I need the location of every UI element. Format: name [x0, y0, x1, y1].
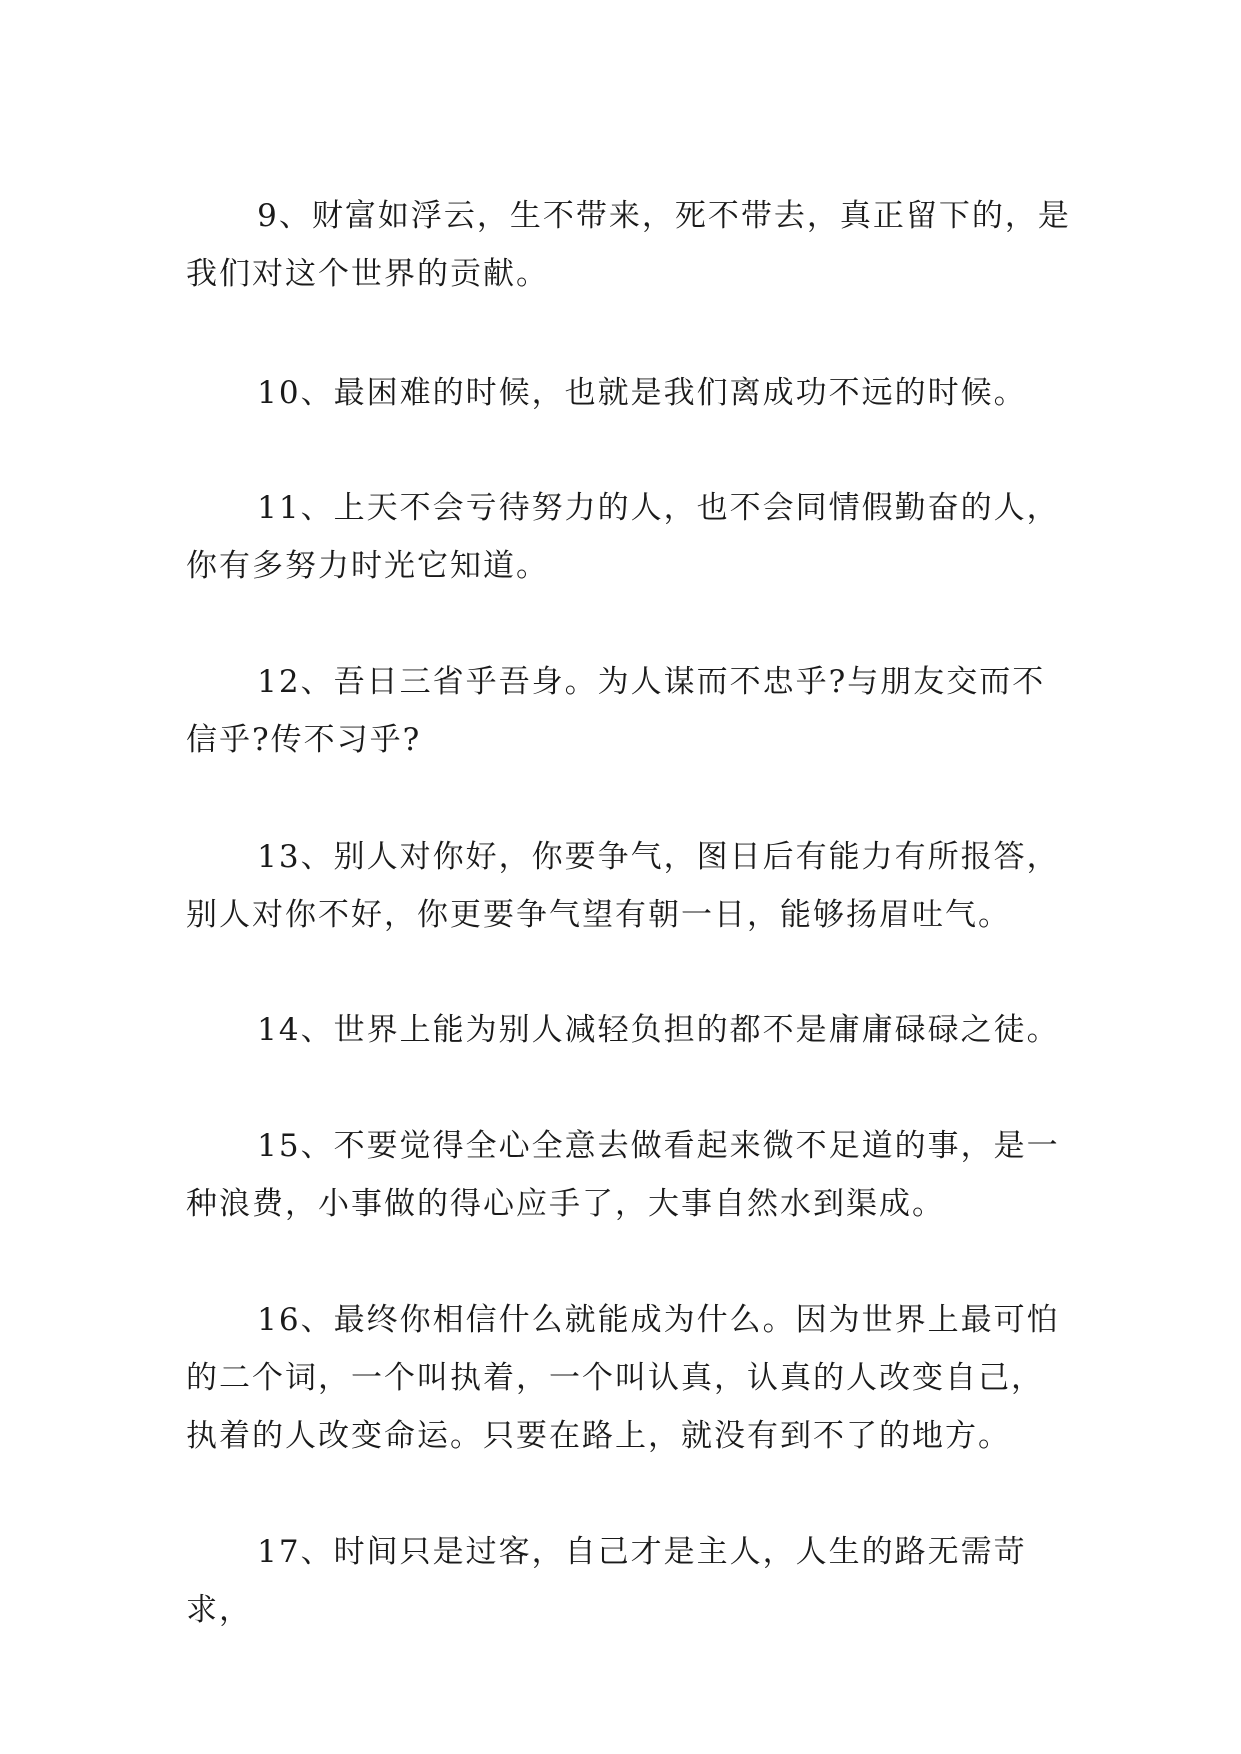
paragraph-11: 11、上天不会亏待努力的人，也不会同情假勤奋的人，你有多努力时光它知道。 — [186, 490, 1060, 584]
paragraph-13: 13、别人对你好，你要争气，图日后有能力有所报答，别人对你不好，你更要争气望有朝一日，能够扬眉吐气。 — [186, 839, 1060, 933]
paragraph-16: 16、最终你相信什么就能成为什么。因为世界上最可怕的二个词，一个叫执着，一个叫认真，认真的人改变自己，执着的人改变命运。只要在路上，就没有到不了的地方。 — [186, 1302, 1060, 1454]
paragraph-10: 10、最困难的时候，也就是我们离成功不远的时候。 — [186, 375, 1027, 411]
paragraph-9: 9、财富如浮云，生不带来，死不带去，真正留下的，是我们对这个世界的贡献。 — [186, 198, 1071, 292]
paragraph-12: 12、吾日三省乎吾身。为人谋而不忠乎?与朋友交而不信乎?传不习乎? — [186, 664, 1046, 758]
paragraph-15: 15、不要觉得全心全意去做看起来微不足道的事，是一种浪费，小事做的得心应手了，大事自然水到渠成。 — [186, 1128, 1060, 1222]
paragraph-14: 14、世界上能为别人减轻负担的都不是庸庸碌碌之徒。 — [186, 1012, 1060, 1048]
paragraph-17: 17、时间只是过客，自己才是主人，人生的路无需苛求， — [186, 1534, 1027, 1628]
